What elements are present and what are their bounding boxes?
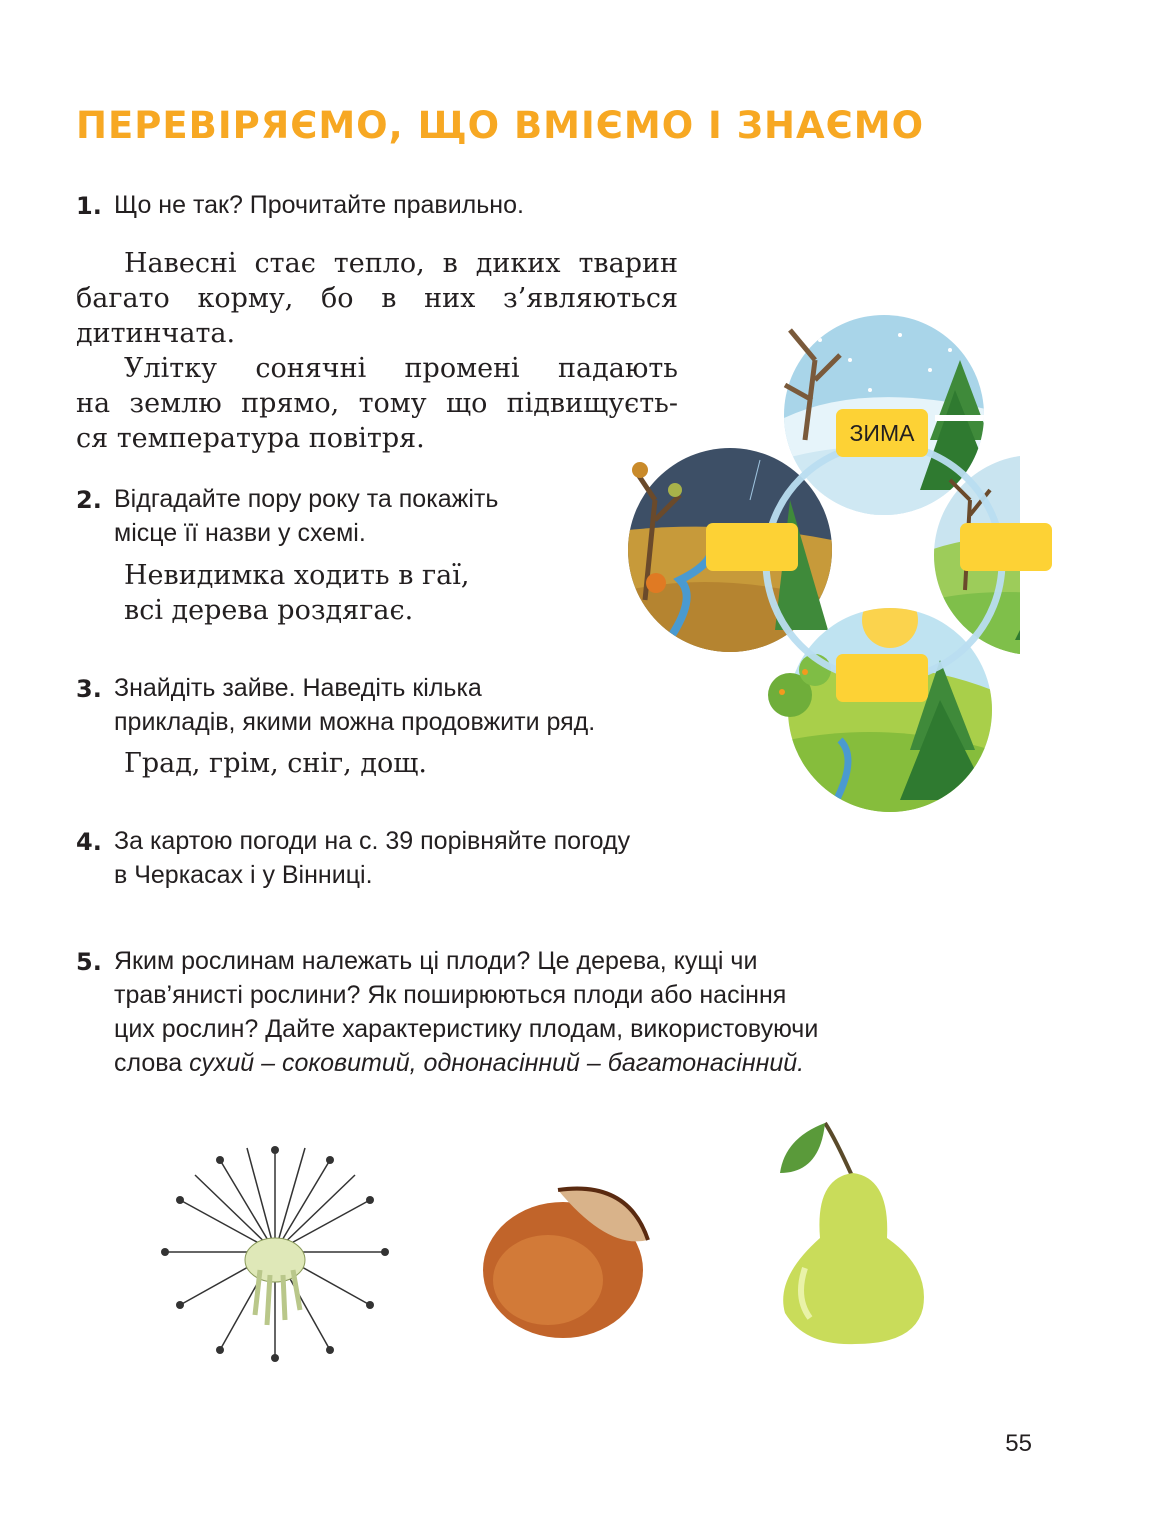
riddle-line: Невидимка ходить в гаї, bbox=[124, 560, 470, 591]
passage-line: Навесні стає тепло, в диких тварин bbox=[124, 248, 678, 279]
task-3-number: 3. bbox=[76, 675, 102, 703]
task-5-line: цих рослин? Дайте характеристику плодам, використовуючи bbox=[114, 1015, 819, 1043]
task-2-text bbox=[114, 482, 498, 550]
passage-line: дитинчата. bbox=[76, 318, 236, 349]
task-5-line: трав’янисті рослини? Як поширюються плоди або насіння bbox=[114, 981, 787, 1009]
task-4-number: 4. bbox=[76, 828, 102, 856]
pumpkin-icon bbox=[646, 573, 666, 593]
passage-line: на землю прямо, тому що підвищуєть- bbox=[76, 388, 678, 419]
season-label-blank-spring bbox=[960, 523, 1052, 571]
task-5-line: Яким рослинам належать ці плоди? Це дерева, кущі чи bbox=[114, 947, 758, 975]
season-label-blank-summer bbox=[836, 654, 928, 702]
passage-line: багато корму, бо в них з’являються bbox=[76, 283, 678, 314]
task-5-line bbox=[114, 1046, 818, 1080]
page-number: 55 bbox=[1005, 1430, 1032, 1457]
seasons-diagram bbox=[600, 300, 1020, 830]
passage-line: Улітку сонячні промені падають bbox=[124, 353, 678, 384]
task-1-number: 1. bbox=[76, 192, 102, 220]
task-5-prefix: слова bbox=[114, 1049, 190, 1077]
task-3-example: Град, грім, сніг, дощ. bbox=[124, 748, 427, 779]
dandelion-seedhead-icon bbox=[155, 1140, 395, 1365]
passage-line: ся температура повітря. bbox=[76, 423, 425, 454]
task-1-passage bbox=[76, 246, 678, 456]
task-2-line: Відгадайте пору року та покажіть bbox=[114, 485, 499, 513]
pear-icon bbox=[765, 1118, 940, 1348]
season-label-winter: ЗИМА bbox=[836, 409, 928, 457]
task-3-text bbox=[114, 671, 595, 739]
task-2-riddle bbox=[124, 558, 469, 628]
page-heading: ПЕРЕВІРЯЄМО, ЩО ВМІЄМО І ЗНАЄМО bbox=[76, 104, 925, 147]
task-3-line: прикладів, якими можна продовжити ряд. bbox=[114, 708, 596, 736]
task-3-line: Знайдіть зайве. Наведіть кілька bbox=[114, 674, 482, 702]
task-5-text bbox=[114, 944, 818, 1080]
task-4-line: За картою погоди на с. 39 порівняйте погоду bbox=[114, 827, 631, 855]
season-label-blank-autumn bbox=[706, 523, 798, 571]
task-1-text: Що не так? Прочитайте правильно. bbox=[114, 191, 524, 219]
task-5-number: 5. bbox=[76, 948, 102, 976]
seasons-illustration bbox=[600, 300, 1020, 830]
task-5-italic-words: сухий – соковитий, однонасінний – багатонасінний. bbox=[189, 1049, 805, 1077]
task-4-line: в Черкасах і у Вінниці. bbox=[114, 861, 373, 889]
task-2-line: місце її назви у схемі. bbox=[114, 519, 366, 547]
riddle-line: всі дерева роздягає. bbox=[124, 595, 414, 626]
task-4-text bbox=[114, 824, 630, 892]
hazelnut-icon bbox=[478, 1180, 653, 1345]
task-2-number: 2. bbox=[76, 486, 102, 514]
